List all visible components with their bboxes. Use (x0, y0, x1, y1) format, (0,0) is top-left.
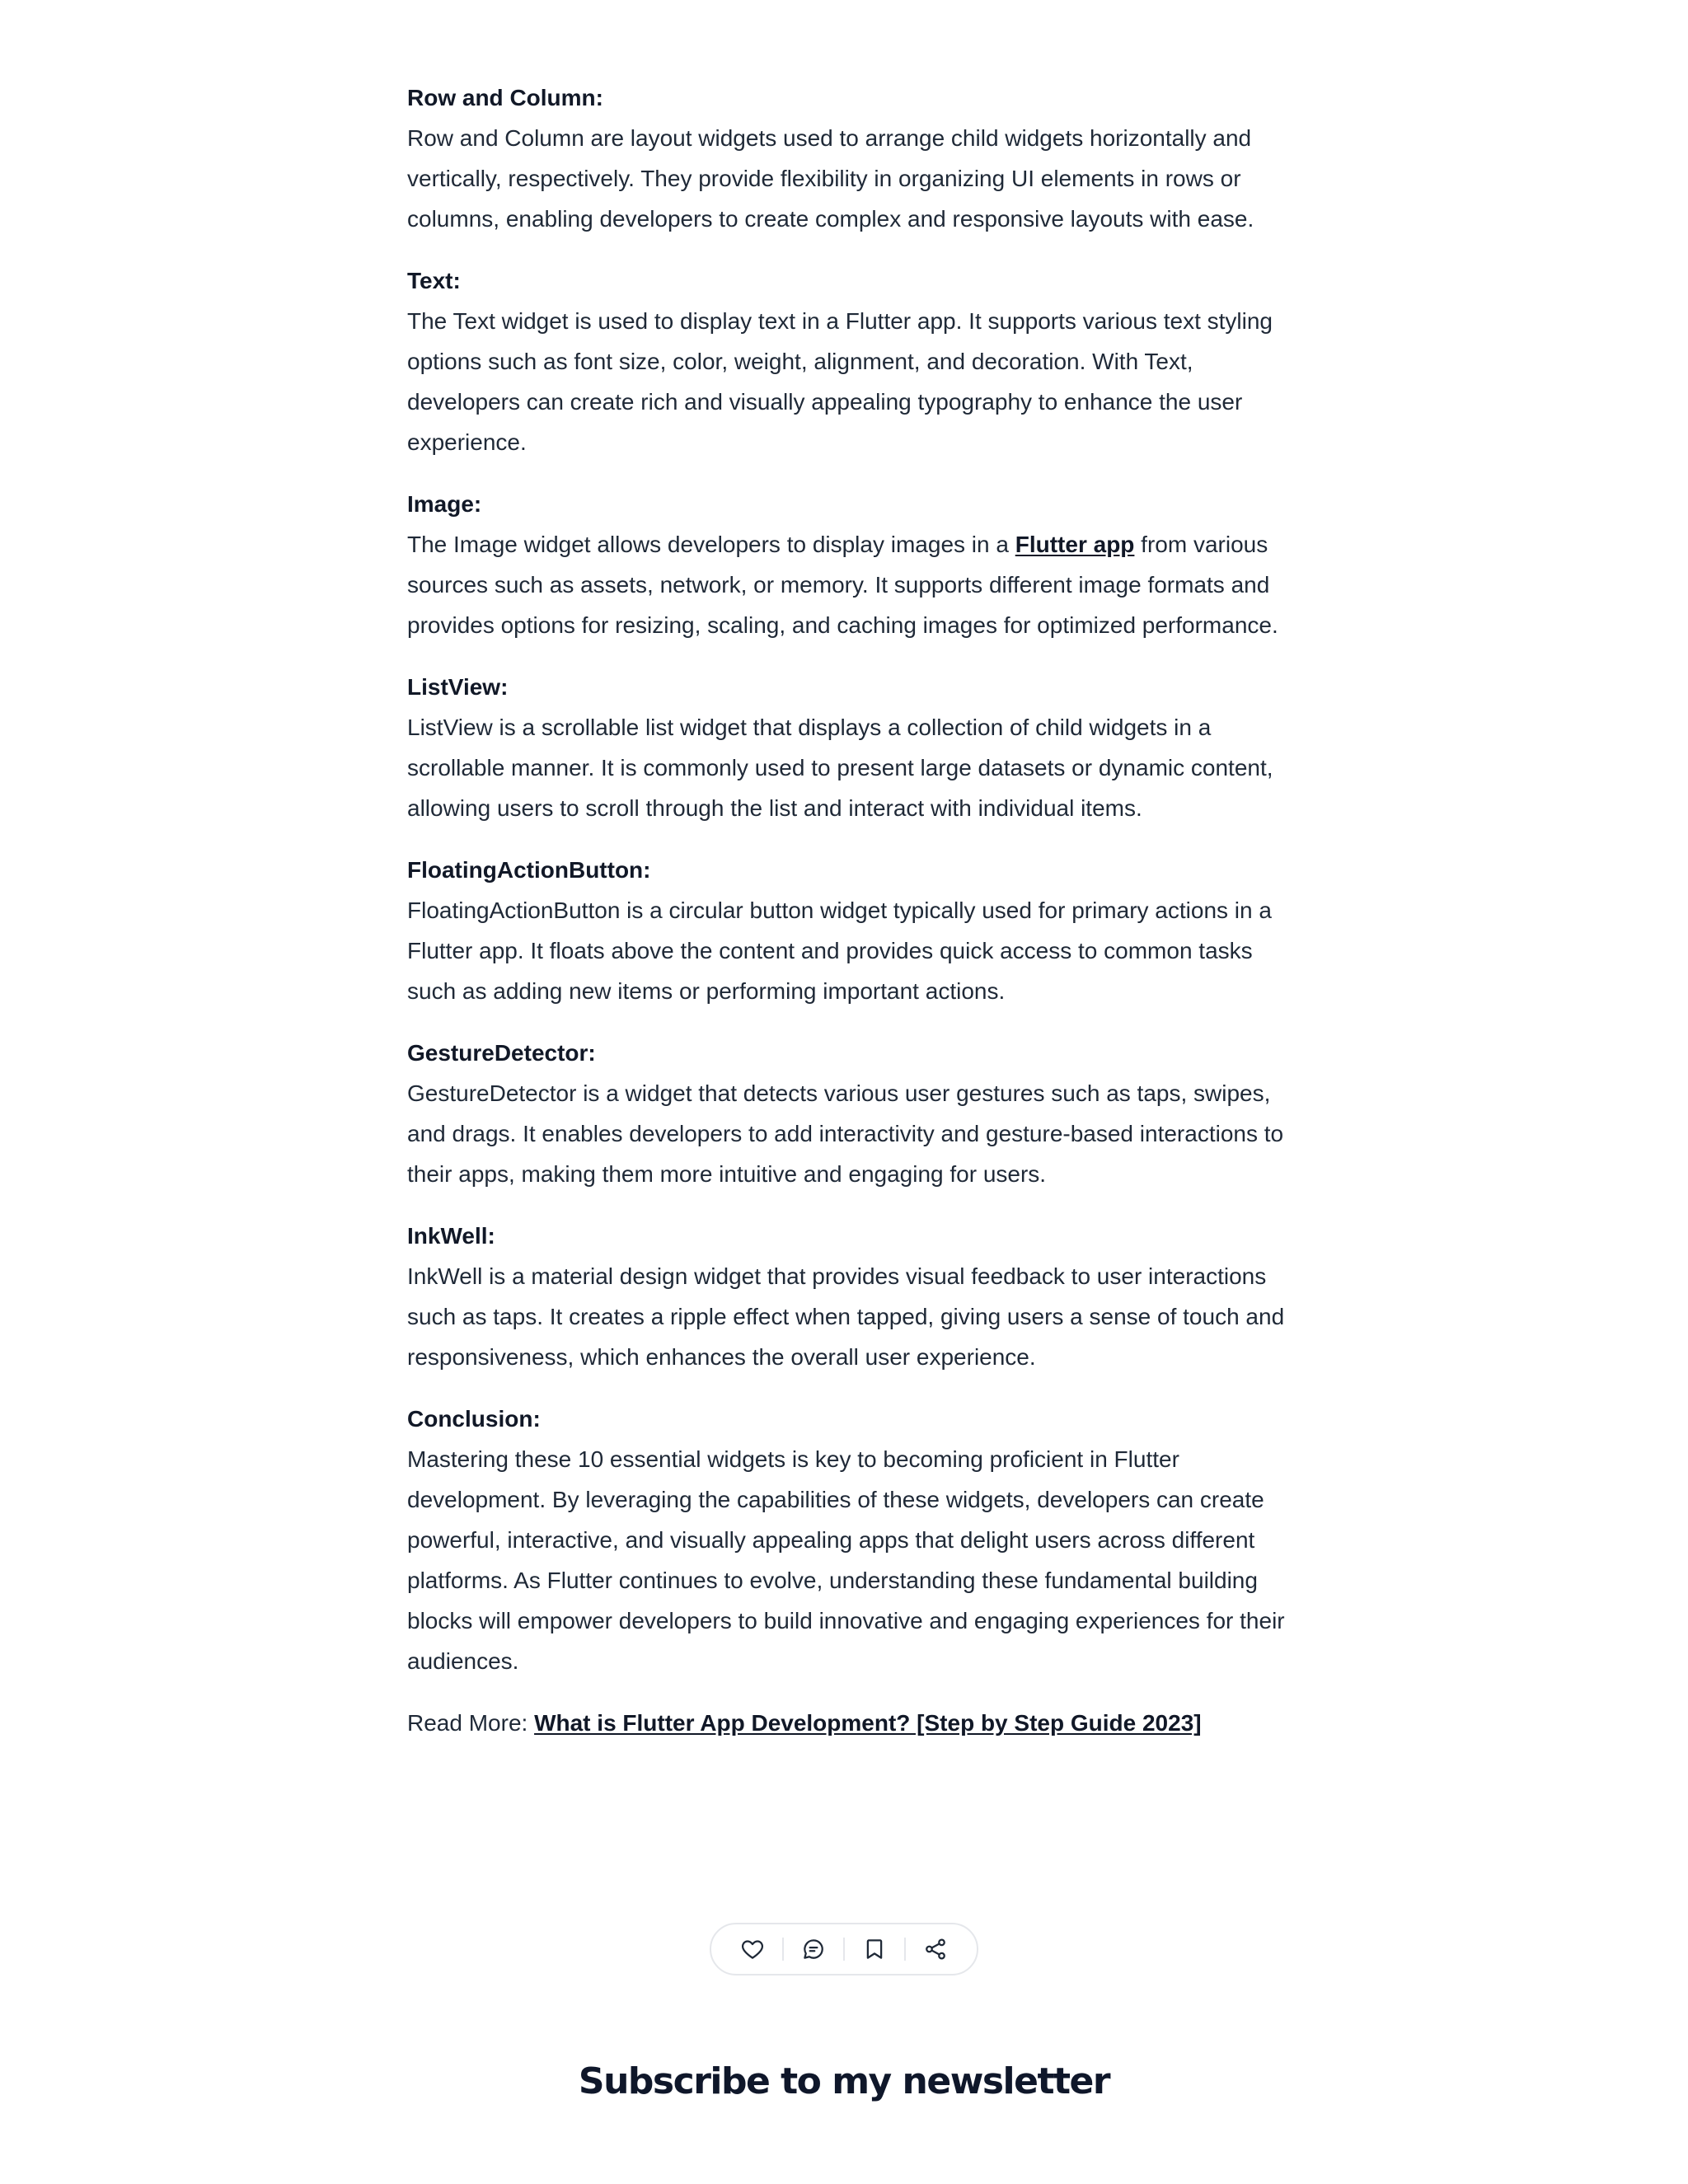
section-body: Mastering these 10 essential widgets is key to becoming proficient in Flutter development. By leveraging the capabilities of these widgets, developers can create powerful, interactive, and visually appealing apps that delight users across different platforms. As Flutter continues to evolve, understanding these fundamental building blocks will empower developers to build innovative and engaging experiences for their audiences. (407, 1446, 1285, 1674)
flutter-app-link[interactable]: Flutter app (1015, 532, 1135, 557)
comment-button[interactable] (790, 1929, 837, 1969)
section-body: InkWell is a material design widget that provides visual feedback to user interactions such as taps. It creates a ripple effect when tapped, giving users a sense of touch and responsiveness, which enhances the overall user experience. (407, 1263, 1285, 1370)
section-body: GestureDetector is a widget that detects various user gestures such as taps, swipes, and drags. It enables developers to add interactivity and gesture-based interactions to their apps, making them more intuitive and engaging for users. (407, 1080, 1284, 1187)
like-button[interactable] (729, 1929, 776, 1969)
section-title: Row and Column: (407, 85, 603, 110)
section-floatingactionbutton (407, 850, 1289, 1011)
divider (782, 1938, 784, 1961)
section-title: GestureDetector: (407, 1040, 596, 1066)
section-title: FloatingActionButton: (407, 857, 651, 883)
divider (843, 1938, 845, 1961)
section-title: Conclusion: (407, 1406, 541, 1432)
article-body (407, 77, 1289, 1743)
read-more-label: Read More: (407, 1710, 535, 1736)
section-listview (407, 667, 1289, 828)
section-title: Image: (407, 491, 482, 517)
section-body: Row and Column are layout widgets used to arrange child widgets horizontally and vertically, respectively. They provide flexibility in organizing UI elements in rows or columns, enabling developers to create complex and responsive layouts with ease. (407, 125, 1254, 232)
section-gesturedetector (407, 1033, 1289, 1194)
section-text (407, 260, 1289, 462)
section-image (407, 484, 1289, 645)
read-more (407, 1703, 1289, 1743)
read-more-link[interactable]: What is Flutter App Development? [Step by Step Guide 2023] (534, 1710, 1202, 1736)
section-title: Text: (407, 268, 461, 293)
section-body: ListView is a scrollable list widget that displays a collection of child widgets in a scrollable manner. It is commonly used to present large datasets or dynamic content, allowing users to scroll through the list and interact with individual items. (407, 715, 1273, 821)
section-inkwell (407, 1216, 1289, 1377)
comment-icon (801, 1937, 826, 1961)
heart-icon (740, 1937, 765, 1961)
divider (904, 1938, 906, 1961)
section-conclusion (407, 1399, 1289, 1681)
share-icon (923, 1937, 948, 1961)
share-button[interactable] (912, 1929, 959, 1969)
post-actions-bar (710, 1923, 978, 1975)
section-body-before-link: The Image widget allows developers to display images in a (407, 532, 1015, 557)
section-title: ListView: (407, 674, 509, 700)
section-body: FloatingActionButton is a circular button widget typically used for primary actions in a Flutter app. It floats above the content and provides quick access to common tasks such as adding new items or performing important actions. (407, 898, 1272, 1004)
section-title: InkWell: (407, 1223, 495, 1249)
section-row-and-column (407, 77, 1289, 239)
bookmark-icon (862, 1937, 887, 1961)
section-body: The Text widget is used to display text in a Flutter app. It supports various text styling options such as font size, color, weight, alignment, and decoration. With Text, developers can create rich and visually appealing typography to enhance the user experience. (407, 308, 1273, 455)
newsletter-title: Subscribe to my newsletter (578, 2060, 1110, 2102)
section-body-after-link: from various sources such as assets, network, or memory. It supports different image formats and provides options for resizing, scaling, and caching images for optimized performance. (407, 532, 1278, 638)
section-body (407, 524, 1289, 645)
bookmark-button[interactable] (851, 1929, 898, 1969)
